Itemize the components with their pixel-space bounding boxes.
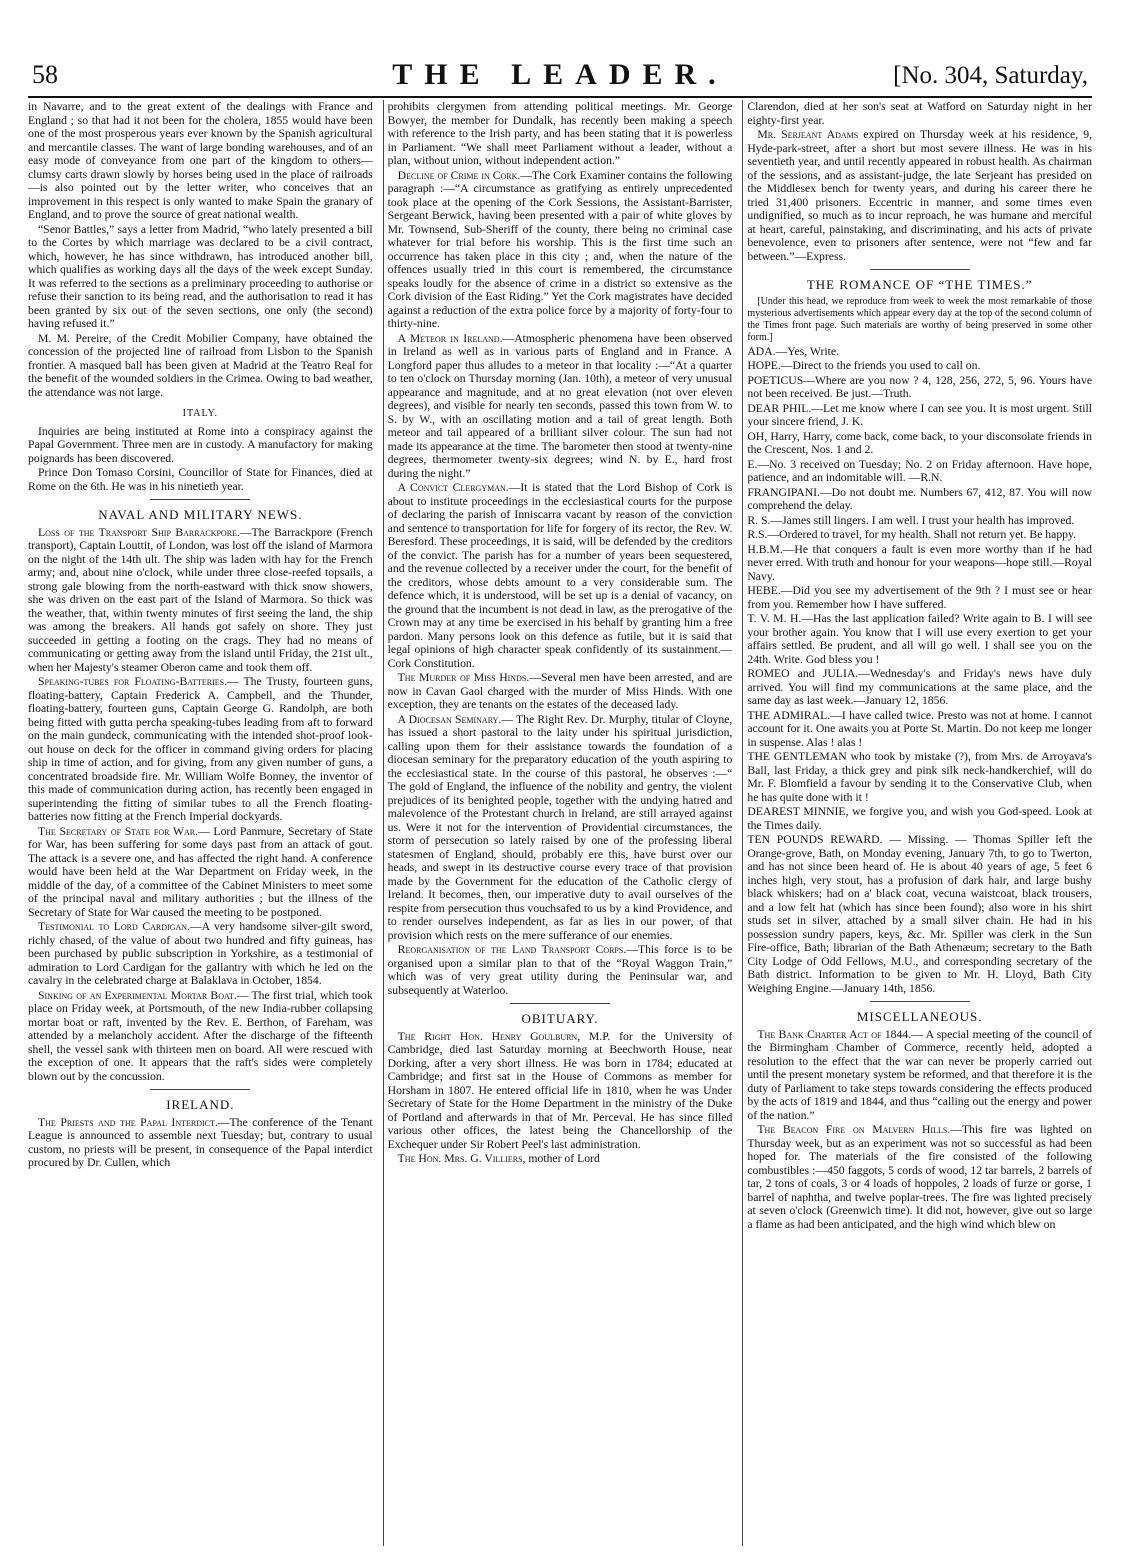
item-body: — A special meeting of the council of the Birmingham Chamber of Commerce, recently held, adopted a resolution to the effect that the war can never be properly carried out until the present monetary system be reformed, and that therefore it is the duty of Parliament to take steps towards considering the effects produced by the acts of 1819 and 1844, and thus “calling out the energy and power of the nation.” <box>747 1027 1093 1122</box>
item-body: —The conference of the Tenant League is announced to assemble next Tuesday; but, contrary to usual custom, no priests will be present, in consequence of the Papal interdict procured by Dr. Cullen, which <box>28 1115 373 1169</box>
item-lead: Sinking of an Experimental Mortar Boat. <box>38 988 237 1002</box>
ad-item: HEBE.—Did you see my advertisement of the 9th ? I must see or hear from you. Remember how I have suffered. <box>747 584 1093 611</box>
credit-mobilier-paragraph: M. M. Pereire, of the Credit Mobilier Company, have obtained the concession of the projected line of railroad from Lisbon to the Spanish frontier. A masqued ball has been given at Madrid at the Teatro Real for the benefit of the wounded soldiers in the Crimea. Owing to bad weather, the attendance was not large. <box>28 331 373 399</box>
italy-paragraph-2: Prince Don Tomaso Corsini, Councillor of State for Finances, died at Rome on the 6th. He was in his ninetieth year. <box>28 466 373 493</box>
ad-item: H.B.M.—He that conquers a fault is even more worthy than if he had never erred. With truth and honour for your weapons—hope still.—Royal Navy. <box>747 542 1093 583</box>
ad-item: R. S.—James still lingers. I am well. I trust your health has improved. <box>747 513 1075 527</box>
item-lead: The Murder of Miss Hinds. <box>397 671 530 684</box>
item-body: — The first trial, which took place on Friday week, at Portsmouth, of the new India-rubber collapsing mortar boat or raft, invented by the Rev. E. Berthon, of Fareham, was attended by a melancholy accident. After the discharge of the fifteenth shell, the vessel sank with thirteen men on board. All were rescued with the exception of one. It appears that the raft's sides were completely blown out by the concussion. <box>28 988 373 1083</box>
madrid-letter-paragraph: “Senor Battles,” says a letter from Madrid, “who lately presented a bill to the Cortes by which marriage was declared to be a civil contract, which, however, he has since withdrawn, has introduced another bill, which qualifies as working days all the days of the week except Sunday. It was referred to the sections as a preliminary proceeding to authorise or refuse their sanction to its being read, and the authorisation to read it has been granted by six out of the seven sections, one only (the second) having refused it.” <box>28 222 373 330</box>
masthead <box>28 56 1092 98</box>
column-3 <box>742 100 1092 1546</box>
item-lead: Reorganisation of the Land Transport Corps. <box>397 943 627 956</box>
item-lead: A Diocesan Seminary. <box>397 712 502 726</box>
item-body: expired on Thursday week at his residence, 9, Hyde-park-street, after a short but most severe illness. He was in his seventieth year, and until recently appeared in robust health. As chairman of the sessions, and as assistant-judge, the late Serjeant has presided on the Middlesex bench for twenty years, and during his career there he tried 31,400 prisoners. Eccentric in manner, and some times even undignified, so much as to incur reproach, he was humane and merciful at heart, careful, painstaking, and discriminating, and his acts of private benevolence, even to prisoners after sentence, were not “few and far between.”—Express. <box>747 128 1093 263</box>
naval-item-mortar-boat <box>28 989 373 1084</box>
convict-clergyman-item <box>388 481 733 670</box>
ad-item: FRANGIPANI.—Do not doubt me. Numbers 67, 412, 87. You will now comprehend the delay. <box>747 485 1093 512</box>
naval-item-speaking-tubes <box>28 675 373 824</box>
romance-heading: THE ROMANCE OF “THE TIMES.” <box>806 277 1033 292</box>
miscellaneous-heading: MISCELLANEOUS. <box>856 1009 983 1024</box>
section-divider <box>870 269 970 270</box>
ad-item: HOPE.—Direct to the friends you used to call on. <box>747 359 981 372</box>
ireland-item-interdict <box>28 1116 373 1170</box>
item-lead: Decline of Crime in Cork. <box>397 168 521 182</box>
ireland-heading: IRELAND. <box>166 1097 235 1112</box>
item-body: mother of Lord <box>525 1152 600 1165</box>
section-divider <box>150 1089 250 1090</box>
item-body: M.P. for the University of Cambridge, died last Saturday morning at Beechworth House, near Dorking, after a very short illness. He was born in 1784; educated at Cambridge; and first sat in the House of Commons as member for Horsham in 1807. He entered official life in 1810, when he was Under Secretary of State for the Home Department in the ministry of the Duke of Portland and afterwards in that of Mr. Perceval. He has since filled various other offices, the latest being the Chancellorship of the Exchequer under Sir Robert Peel's last administration. <box>387 1029 733 1151</box>
ad-item: OH, Harry, Harry, come back, come back, to your disconsolate friends in the Crescent, Nos. 1 and 2. <box>747 429 1093 456</box>
item-body: — The Trusty, fourteen guns, floating-battery, Captain Frederick A. Campbell, and the Thunder, floating-battery, fourteen guns, Captain George G. Randolph, are both being fitted with gutta percha speaking-tubes leading from aft to forward on the main gundeck, communicating with the intended shot-proof look-out house on deck for the officer in command giving orders for placing ship in time of action, and for giving, from any given number of guns, a concentrated broadside fire. Mr. William Wolfe Bonney, the inventor of this made of communication during action, has recently been engaged in superintending the fitting of similar tubes to all the French floating-batteries now fitting at the French Imperial dockyards. <box>28 675 373 823</box>
diocesan-seminary-item <box>388 713 733 943</box>
naval-item-barrackpore <box>28 526 373 675</box>
obituary-heading: OBITUARY. <box>521 1011 599 1026</box>
section-divider <box>150 499 250 500</box>
item-body: —Several men have been arrested, and are now in Cavan Gaol charged with the murder of Miss Hinds. With one exception, they are tenants on the estates of the deceased lady. <box>387 671 733 711</box>
spain-paragraph: in Navarre, and to the great extent of the dealings with France and England ; so that had it not been for the cholera, 1855 would have been one of the most prosperous years ever known by the Spanish agricultural and mercantile classes. The want of large bonding warehouses, and of an easy mode of conveyance from one part of the kingdom to others—clumsy carts drawn slowly by horses being used in the place of railroads—is also pointed out by the letter writer, who conceives that an improvement in this respect is only wanted to make Spain the granary of England, and to prove the source of great national wealth. <box>28 100 373 221</box>
section-divider <box>510 1003 610 1004</box>
obituary-goulburn <box>388 1030 733 1152</box>
column-2 <box>383 100 733 1546</box>
item-lead: The Right Hon. Henry Goulburn, <box>397 1029 581 1043</box>
italy-heading: ITALY. <box>182 408 219 419</box>
item-body: —This fire was lighted on Thursday week, but as an experiment was not so successful as had been hoped for. The materials of the fire consisted of the following combustibles :—450 faggots, 5 cords of wood, 12 tar barrels, 2 barrels of tar, 2 tons of coals, 3 or 4 loads of hoppoles, 2 loads of furze or gorse, 1 barrel of naphtha, and twelve poplar-trees. The fire was lighted precisely at seven o'clock (Greenwich time). It did not, however, give out so large a flame as had been anticipated, and the high wind which blew on <box>747 1123 1093 1231</box>
naval-item-secretary-war <box>28 825 373 920</box>
villiers-continued: Clarendon, died at her son's seat at Watford on Saturday night in her eighty-first year. <box>747 100 1093 127</box>
ad-item: E.—No. 3 received on Tuesday; No. 2 on Friday afternoon. Have hope, patience, and an indomitable will. —R.N. <box>747 457 1093 484</box>
item-lead: The Hon. Mrs. G. Villiers, <box>397 1152 526 1165</box>
ad-item: TEN POUNDS REWARD. — Missing. — Thomas Spiller left the Orange-grove, Bath, on Monday evening, January 7th, to go to Twerton, and has not since been heard of. He is about 40 years of age, 5 feet 6 inches high, very stout, has a profusion of dark hair, and large bushy black whiskers; had on a' black coat, vecuna waistcoat, black trousers, and a low felt hat (which has since been found); also wore in his shirt studs set in silver, attached by a small silver chain. He had in his possession sundry papers, keys, &c. Mr. Spiller was clerk in the Sun Fire-office, Bath; librarian of the Bath Athenæum; secretary to the Bath City Lodge of Odd Fellows, M.U., and corresponding secretary of the Bath district. Information to be given to Mr. H. Lloyd, Bath City Weighing Engine.—January 14th, 1856. <box>747 833 1093 995</box>
obituary-villiers <box>388 1152 733 1166</box>
item-body: —This force is to be organised upon a similar plan to that of the “Royal Waggon Train,” which was of very great utility during the Peninsular war, and subsequently at Waterloo. <box>387 943 733 997</box>
issue-number: [No. 304, Saturday, <box>893 62 1088 89</box>
item-lead: The Beacon Fire on Malvern Hills. <box>757 1123 951 1136</box>
item-lead: Testimonial to Lord Cardigan. <box>38 920 190 933</box>
ad-item: POETICUS—Where are you now ? 4, 128, 256, 272, 5, 96. Yours have not been received. Be just.—Truth. <box>747 373 1093 400</box>
item-body: —The Cork Examiner contains the following paragraph :—“A circumstance as gratifying as entirely unprecedented took place at the opening of the Cork Sessions, the Assistant-Barrister, Sergeant Berwick, having been presented with a pair of white gloves by Mr. Townsend, Sub-Sheriff of the county, there being no criminal case whatever for trial before his worship. This is the first time such an occurrence has taken place in this city ; and, when the nature of the offences usually tried in this court is remembered, the circumstance speaks loudly for the absence of crime in a district so extensive as the Cork division of the East Riding.” Yet the Cork magistrates have decided against a reduction of the extra police force by a majority of forty-four to thirty-nine. <box>387 168 733 330</box>
item-body: —It is stated that the Lord Bishop of Cork is about to institute proceedings in the ecclesiastical courts for the purpose of declaring the parish of Inniscarra vacant by reason of the conviction and sentence to transportation for life for forgery of its rector, the Rev. W. Beresford. These proceedings, it is said, will be defended by the creditors of the convict. The parish has for a number of years been sequestered, and the revenue collected by a receiver under the court, for the benefit of the creditors, whose debts amount to a very considerable sum. The defence which, it is understood, will be set up is a denial of vacancy, on the ground that the incumbent is not dead in law, as the prerogative of the Crown may at any time be exercised in his behalf by granting him a free pardon. Many persons look on this defence as futile, but it is said that legal opinions of high character speak confidently of its sustainment.—Cork Constitution. <box>387 481 733 670</box>
ad-item: ADA.—Yes, Write. <box>747 344 839 358</box>
item-lead: The Priests and the Papal Interdict. <box>38 1115 218 1129</box>
ad-item: THE ADMIRAL.—I have called twice. Presto was not at home. I cannot account for it. One awaits you at Porte St. Martin. Do not keep me longer in suspense. Alas ! alas ! <box>747 708 1093 749</box>
ad-item: DEAREST MINNIE, we forgive you, and wish you God-speed. Look at the Times daily. <box>747 805 1093 832</box>
item-lead: The Bank Charter Act of 1844. <box>757 1027 912 1041</box>
item-body: —Atmospheric phenomena have been observed in Ireland as well as in various parts of England and in France. A Longford paper thus alludes to a meteor in that locality :—“At a quarter to ten o'clock on Thursday morning (Jan. 10th), a meteor of very unusual appearance and magnitude, and at no great elevation (not over eleven degrees), and visible for nearly ten seconds, passed this town from W. to S. by W., with an oscillating motion and a tail of great length. Both meteor and tail appeared of a brilliant silver colour. The sun had not made its appearance at the time. The barometer then stood at twenty-nine degrees, thermometer twenty-six degrees; wind N. by E., hard frost during the night.” <box>387 331 733 480</box>
item-lead: Mr. Serjeant Adams <box>757 128 859 141</box>
romance-editor-note: [Under this head, we reproduce from week to week the most remarkable of those mysterious advertisements which appear every day at the top of the second column of the Times front page. Such materials are worthy of being preserved in some other form.] <box>747 295 1093 343</box>
item-lead: A Meteor in Ireland. <box>397 331 503 345</box>
meteor-item <box>388 332 733 481</box>
item-lead: Loss of the Transport Ship Barrackpore. <box>38 525 240 539</box>
naval-item-cardigan <box>28 920 373 988</box>
naval-military-heading: NAVAL AND MILITARY NEWS. <box>98 507 303 522</box>
beacon-fire-item <box>747 1123 1092 1231</box>
bank-charter-item <box>747 1028 1092 1123</box>
item-body: —A very handsome silver-gilt sword, richly chased, of the value of about two hundred and fifty guineas, has been purchased by public subscription in Yorkshire, as a testimonial of admiration to Lord Cardigan for the gallantry with which he led on the cavalry in the celebrated charge at Balaklava in October, 1854. <box>28 920 373 987</box>
serjeant-adams-item <box>747 128 1092 263</box>
ad-item: T. V. M. H.—Has the last application failed? Write again to B. I will see your brother again. You know that I will use every exertion to get your affairs settled. Be prudent, and all will go well. I shall see you on the 24th. Write. God bless you ! <box>747 612 1093 666</box>
newspaper-title: THE LEADER. <box>392 58 728 91</box>
ad-item: R.S.—Ordered to travel, for my health. Shall not return yet. Be happy. <box>747 528 1077 541</box>
item-body: —The Barrackpore (French transport), Captain Louttit, of London, was lost off the island of Marmora on the night of the 14th ult. The ship was laden with hay for the French army; and, about nine o'clock, while under three close-reefed topsails, a strong gale blowing from the north-eastward with thick snow showers, she was driven on the east part of the Island of Marmora. So thick was the weather, that, within twenty minutes of first seeing the land, the ship was among the breakers. All hands got safely on shore. They just succeeded in getting a footing on the crags. They had no means of communicating or getting away from the island until Friday, the 21st ult., when her Majesty's steamer Oberon came and took them off. <box>28 525 373 674</box>
item-lead: The Secretary of State for War. <box>38 824 199 838</box>
ad-item: DEAR PHIL.—Let me know where I can see you. It is most urgent. Still your sincere friend, J. K. <box>747 401 1093 428</box>
ad-item: ROMEO and JULIA.—Wednesday's and Friday's news have duly arrived. You will find my communications at the same place, and the same day as last week.—January 12, 1856. <box>747 667 1093 707</box>
page-number: 58 <box>32 60 58 89</box>
bowyer-paragraph: prohibits clergymen from attending political meetings. Mr. George Bowyer, the member for Dundalk, has recently been making a speech with reference to the Irish party, and has been stating that it is powerless in Parliament. “We shall meet Parliament without a leader, without a plan, without union, without independent action.” <box>387 100 733 167</box>
italy-paragraph-1: Inquiries are being instituted at Rome into a conspiracy against the Papal Government. Three men are in custody. A manufactory for making poignards has been discovered. <box>28 424 373 465</box>
section-divider <box>870 1001 970 1002</box>
land-transport-item <box>388 943 733 997</box>
column-1 <box>28 100 373 1546</box>
item-lead: Speaking-tubes for Floating-Batteries. <box>38 675 228 688</box>
item-body: — Lord Panmure, Secretary of State for War, has been suffering for some days past from an attack of gout. The attack is a severe one, and has affected the right hand. A conference would have been held at the War Department on Friday week, in the middle of the day, of a committee of the Cabinet Ministers to meet some of the principal naval and military authorities ; but the illness of the Secretary of State for War caused the meeting to be postponed. <box>28 824 373 919</box>
cork-crime-item <box>388 169 733 331</box>
item-body: — The Right Rev. Dr. Murphy, titular of Cloyne, has issued a short pastoral to the laity under his spiritual jurisdiction, calling upon them for their assistance towards the foundation of a diocesan seminary for the preparatory education of the youth aspiring to the ecclesiastical state. In the course of this pastoral, he observes :—“ The gold of England, the influence of the nobility and gentry, the violent prejudices of its benighted people, together with the undying hatred and malevolence of the Protestant church in Ireland, are still arrayed against us. Were it not for the intervention of Providential circumstances, the storm of persecution so lately raised by one of the professing liberal statesmen of England, should, probably ere this, have burst over our heads, and swept in its destructive course every trace of that provision made by the Government for the education of the Catholic clergy of Ireland. It becomes, then, our imperative duty to avail ourselves of the respite from persecution thus vouchsafed to us by a kind Providence, and to render ourselves independent, as far as lies in our power, of that provision which rests on the mere sufferance of our enemies. <box>387 712 733 942</box>
item-lead: A Convict Clergyman. <box>397 481 509 494</box>
columns <box>28 100 1092 1546</box>
hinds-murder-item <box>388 671 733 712</box>
ad-item: THE GENTLEMAN who took by mistake (?), from Mrs. de Arroyava's Ball, last Friday, a thick grey and pink silk neck-handkerchief, will do Mr. F. Blomfield a favour by sending it to the Conservative Club, when he has quite done with it ! <box>747 750 1093 804</box>
